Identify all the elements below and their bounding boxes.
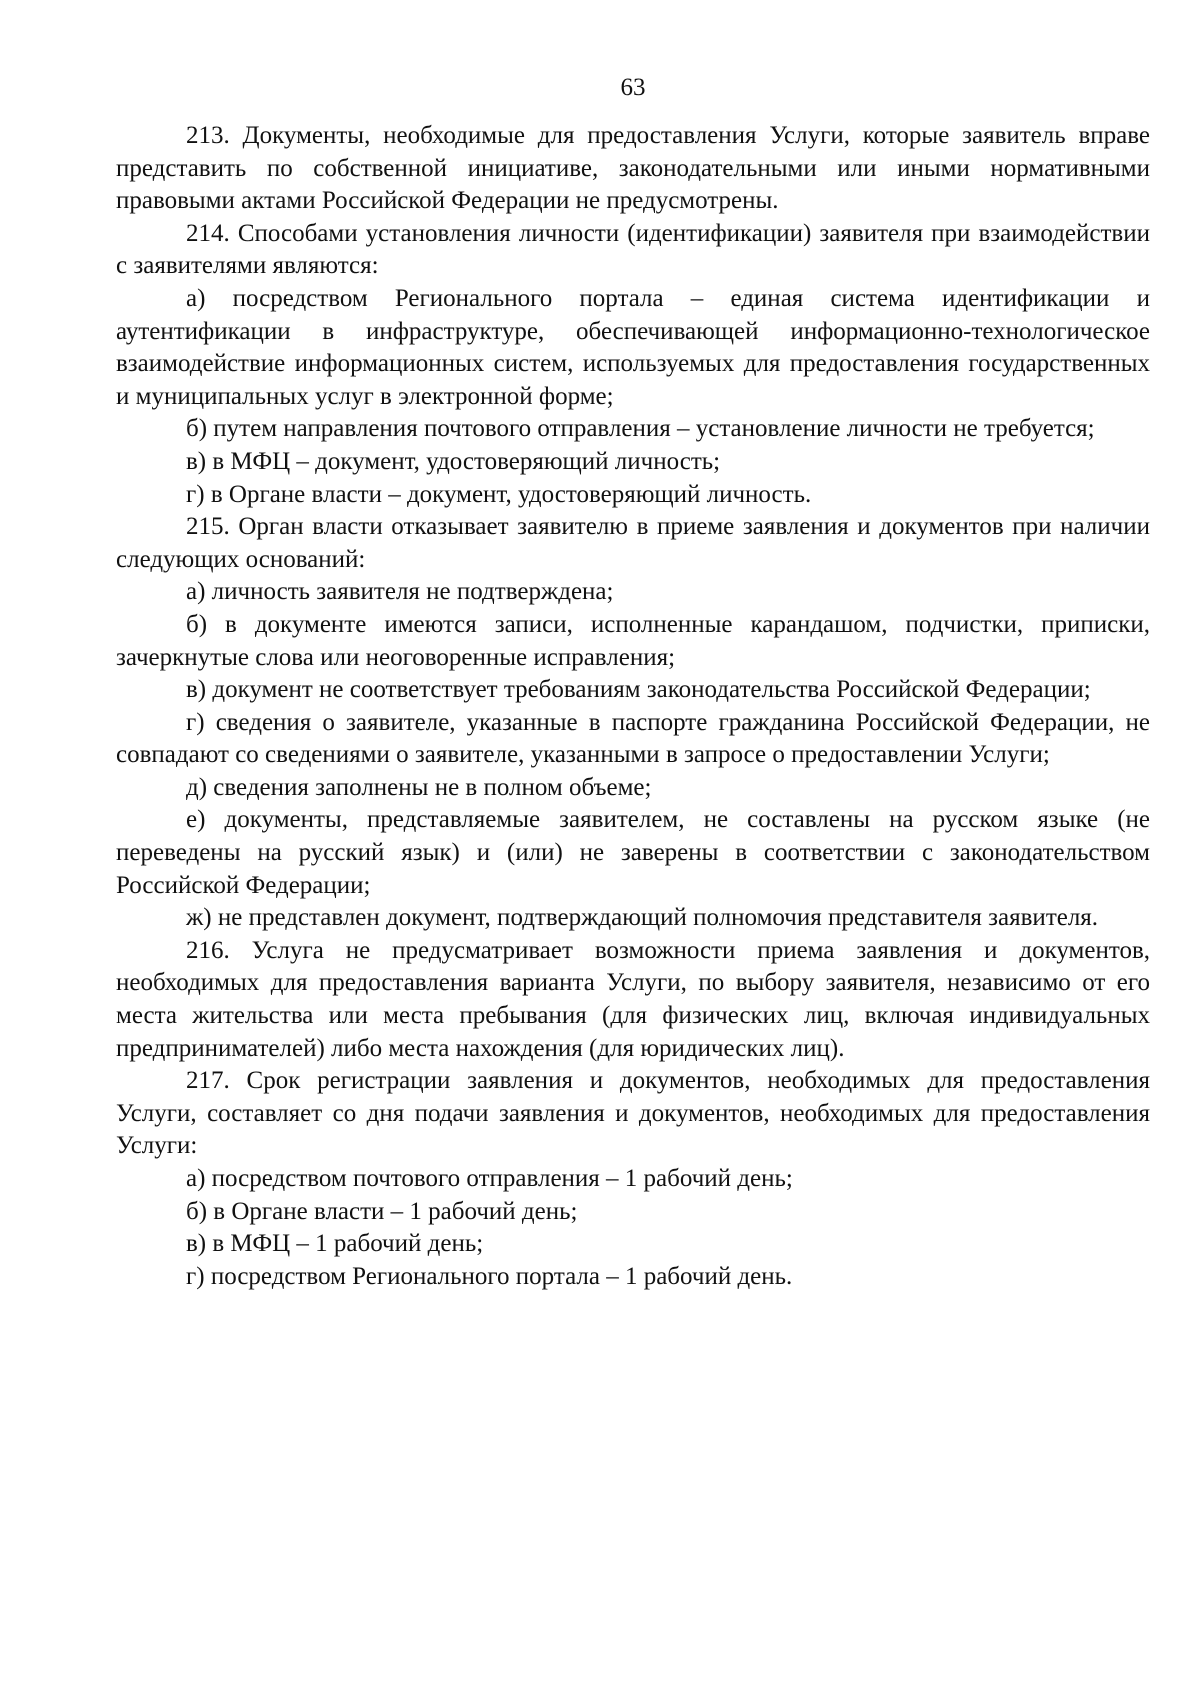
list-item-214-v: в) в МФЦ – документ, удостоверяющий личность;: [186, 447, 721, 475]
paragraph-213: 213. Документы, необходимые для предоставления Услуги, которые заявитель вправе представить по собственной инициативе, законодательными или иными нормативными правовыми актами Российской Федерации не предусмотрены.: [116, 122, 1150, 215]
list-item-217-b: б) в Органе власти – 1 рабочий день;: [186, 1197, 578, 1225]
list-item-214-a: а) посредством Регионального портала – единая система идентификации и аутентификации в инфраструктуре, обеспечивающей информационно-технологическое взаимодействие информационных систем, используемых для предоставления государственных и муниципальных услуг в электронной форме;: [116, 284, 1150, 410]
page-number: 63: [620, 74, 646, 101]
list-item-215-g: г) сведения о заявителе, указанные в паспорте гражданина Российской Федерации, не совпадают со сведениями о заявителе, указанными в запросе о предоставлении Услуги;: [116, 708, 1150, 769]
list-item-217-g: г) посредством Регионального портала – 1 рабочий день.: [186, 1262, 793, 1290]
list-item-214-b: б) путем направления почтового отправления – установление личности не требуется;: [186, 415, 1095, 443]
list-item-217-v: в) в МФЦ – 1 рабочий день;: [186, 1230, 484, 1258]
list-item-215-d: д) сведения заполнены не в полном объеме;: [186, 773, 652, 801]
list-item-215-e: е) документы, представляемые заявителем, не составлены на русском языке (не переведены на русский язык) и (или) не заверены в соответствии с законодательством Российской Федерации;: [116, 806, 1150, 899]
list-item-217-a: а) посредством почтового отправления – 1 рабочий день;: [186, 1165, 793, 1192]
list-item-215-v: в) документ не соответствует требованиям законодательства Российской Федерации;: [186, 676, 1091, 704]
paragraph-217: 217. Срок регистрации заявления и документов, необходимых для предоставления Услуги, составляет со дня подачи заявления и документов, необходимых для предоставления Услуги:: [116, 1067, 1150, 1160]
list-item-215-b: б) в документе имеются записи, исполненные карандашом, подчистки, приписки, зачеркнутые слова или неоговоренные исправления;: [116, 610, 1150, 671]
paragraph-214: 214. Способами установления личности (идентификации) заявителя при взаимодействии с заявителями являются:: [116, 219, 1150, 280]
list-item-214-g: г) в Органе власти – документ, удостоверяющий личность.: [186, 480, 812, 508]
list-item-215-a: а) личность заявителя не подтверждена;: [186, 578, 614, 606]
list-item-215-zh: ж) не представлен документ, подтверждающий полномочия представителя заявителя.: [186, 904, 1099, 932]
paragraph-216: 216. Услуга не предусматривает возможности приема заявления и документов, необходимых для предоставления варианта Услуги, по выбору заявителя, независимо от его места жительства или места пребывания (для физических лиц, включая индивидуальных предпринимателей) либо места нахождения (для юридических лиц).: [116, 936, 1150, 1062]
document-body: [116, 120, 1150, 1293]
paragraph-215: 215. Орган власти отказывает заявителю в приеме заявления и документов при наличии следующих оснований:: [116, 513, 1150, 573]
